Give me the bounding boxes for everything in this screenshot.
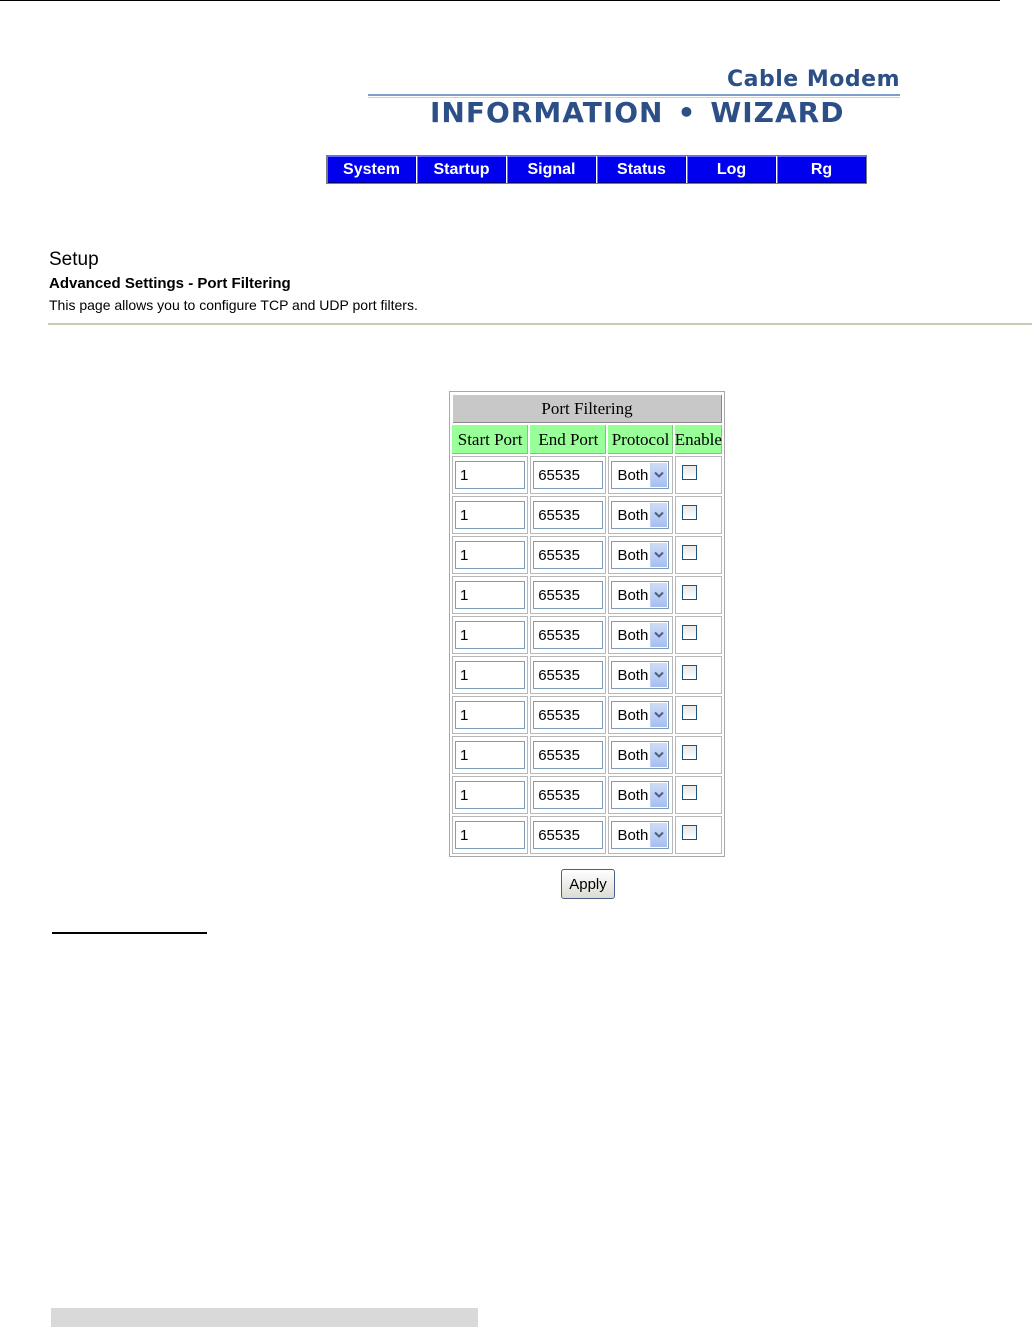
page-title: Setup bbox=[49, 249, 99, 270]
header-protocol: Protocol bbox=[608, 425, 672, 454]
protocol-value: Both bbox=[617, 706, 649, 724]
protocol-value: Both bbox=[617, 626, 649, 644]
end-port-input[interactable] bbox=[533, 741, 603, 769]
protocol-value: Both bbox=[617, 786, 649, 804]
logo-line2 bbox=[430, 96, 844, 129]
chevron-down-icon bbox=[650, 623, 667, 647]
end-port-input[interactable] bbox=[533, 701, 603, 729]
table-row bbox=[452, 696, 722, 734]
top-rule bbox=[0, 0, 1000, 1]
logo-word-wizard: WIZARD bbox=[710, 96, 845, 129]
protocol-cell bbox=[608, 696, 672, 734]
end-port-cell bbox=[530, 536, 606, 574]
start-port-input[interactable] bbox=[455, 541, 525, 569]
protocol-value: Both bbox=[617, 546, 649, 564]
start-port-input[interactable] bbox=[455, 621, 525, 649]
end-port-cell bbox=[530, 736, 606, 774]
protocol-cell bbox=[608, 656, 672, 694]
section-divider bbox=[48, 323, 1032, 325]
start-port-cell bbox=[452, 696, 528, 734]
protocol-value: Both bbox=[617, 826, 649, 844]
protocol-value: Both bbox=[617, 506, 649, 524]
enable-checkbox[interactable] bbox=[682, 625, 697, 640]
protocol-cell bbox=[608, 456, 672, 494]
table-caption: Port Filtering bbox=[452, 394, 722, 423]
protocol-value: Both bbox=[617, 586, 649, 604]
protocol-cell bbox=[608, 736, 672, 774]
protocol-select[interactable] bbox=[611, 621, 669, 649]
protocol-value: Both bbox=[617, 666, 649, 684]
logo-line1: Cable Modem bbox=[727, 67, 900, 92]
enable-checkbox[interactable] bbox=[682, 745, 697, 760]
end-port-cell bbox=[530, 776, 606, 814]
start-port-input[interactable] bbox=[455, 581, 525, 609]
enable-cell bbox=[675, 696, 722, 734]
end-port-input[interactable] bbox=[533, 541, 603, 569]
enable-checkbox[interactable] bbox=[682, 785, 697, 800]
protocol-select[interactable] bbox=[611, 781, 669, 809]
protocol-cell bbox=[608, 816, 672, 854]
protocol-cell bbox=[608, 776, 672, 814]
enable-cell bbox=[675, 656, 722, 694]
filter-rows bbox=[452, 456, 722, 854]
nav-item-signal[interactable]: Signal bbox=[507, 156, 597, 183]
chevron-down-icon bbox=[650, 703, 667, 727]
table-row bbox=[452, 736, 722, 774]
protocol-value: Both bbox=[617, 746, 649, 764]
end-port-input[interactable] bbox=[533, 821, 603, 849]
start-port-cell bbox=[452, 816, 528, 854]
start-port-cell bbox=[452, 616, 528, 654]
start-port-input[interactable] bbox=[455, 501, 525, 529]
nav-item-status[interactable]: Status bbox=[597, 156, 687, 183]
protocol-cell bbox=[608, 496, 672, 534]
end-port-cell bbox=[530, 456, 606, 494]
apply-button[interactable]: Apply bbox=[561, 869, 615, 899]
enable-cell bbox=[675, 536, 722, 574]
end-port-input[interactable] bbox=[533, 581, 603, 609]
start-port-input[interactable] bbox=[455, 741, 525, 769]
enable-checkbox[interactable] bbox=[682, 585, 697, 600]
footer-underline bbox=[52, 932, 207, 934]
chevron-down-icon bbox=[650, 783, 667, 807]
footer-gray-bar bbox=[51, 1308, 478, 1327]
protocol-select[interactable] bbox=[611, 501, 669, 529]
enable-cell bbox=[675, 736, 722, 774]
cable-modem-logo bbox=[368, 66, 902, 130]
main-nav bbox=[326, 155, 867, 184]
chevron-down-icon bbox=[650, 743, 667, 767]
end-port-cell bbox=[530, 696, 606, 734]
chevron-down-icon bbox=[650, 463, 667, 487]
protocol-select[interactable] bbox=[611, 541, 669, 569]
header-start-port: Start Port bbox=[452, 425, 528, 454]
enable-checkbox[interactable] bbox=[682, 665, 697, 680]
end-port-input[interactable] bbox=[533, 661, 603, 689]
protocol-select[interactable] bbox=[611, 741, 669, 769]
end-port-cell bbox=[530, 496, 606, 534]
logo-word-information: INFORMATION bbox=[430, 96, 664, 129]
chevron-down-icon bbox=[650, 823, 667, 847]
start-port-cell bbox=[452, 496, 528, 534]
protocol-value: Both bbox=[617, 466, 649, 484]
start-port-input[interactable] bbox=[455, 661, 525, 689]
end-port-input[interactable] bbox=[533, 461, 603, 489]
port-filtering-table bbox=[449, 391, 725, 857]
enable-checkbox[interactable] bbox=[682, 465, 697, 480]
nav-item-log[interactable]: Log bbox=[687, 156, 777, 183]
protocol-select[interactable] bbox=[611, 581, 669, 609]
enable-checkbox[interactable] bbox=[682, 505, 697, 520]
enable-cell bbox=[675, 456, 722, 494]
page-subtitle: Advanced Settings - Port Filtering bbox=[49, 275, 291, 292]
enable-cell bbox=[675, 496, 722, 534]
nav-item-startup[interactable]: Startup bbox=[417, 156, 507, 183]
protocol-cell bbox=[608, 616, 672, 654]
table-row bbox=[452, 776, 722, 814]
logo-separator: • bbox=[677, 96, 697, 129]
table-row bbox=[452, 536, 722, 574]
enable-cell bbox=[675, 616, 722, 654]
start-port-cell bbox=[452, 536, 528, 574]
table-row bbox=[452, 456, 722, 494]
start-port-input[interactable] bbox=[455, 461, 525, 489]
start-port-cell bbox=[452, 736, 528, 774]
table-row bbox=[452, 816, 722, 854]
chevron-down-icon bbox=[650, 503, 667, 527]
chevron-down-icon bbox=[650, 663, 667, 687]
start-port-input[interactable] bbox=[455, 701, 525, 729]
start-port-cell bbox=[452, 576, 528, 614]
table-row bbox=[452, 656, 722, 694]
protocol-select[interactable] bbox=[611, 821, 669, 849]
start-port-input[interactable] bbox=[455, 781, 525, 809]
enable-checkbox[interactable] bbox=[682, 825, 697, 840]
enable-cell bbox=[675, 776, 722, 814]
page-description: This page allows you to configure TCP and UDP port filters. bbox=[49, 297, 418, 313]
nav-item-system[interactable]: System bbox=[327, 156, 417, 183]
table-row bbox=[452, 576, 722, 614]
protocol-cell bbox=[608, 536, 672, 574]
end-port-input[interactable] bbox=[533, 501, 603, 529]
start-port-cell bbox=[452, 456, 528, 494]
protocol-select[interactable] bbox=[611, 461, 669, 489]
protocol-select[interactable] bbox=[611, 661, 669, 689]
header-end-port: End Port bbox=[530, 425, 606, 454]
chevron-down-icon bbox=[650, 583, 667, 607]
end-port-input[interactable] bbox=[533, 621, 603, 649]
chevron-down-icon bbox=[650, 543, 667, 567]
end-port-input[interactable] bbox=[533, 781, 603, 809]
protocol-cell bbox=[608, 576, 672, 614]
start-port-cell bbox=[452, 656, 528, 694]
end-port-cell bbox=[530, 616, 606, 654]
table-row bbox=[452, 616, 722, 654]
start-port-input[interactable] bbox=[455, 821, 525, 849]
enable-cell bbox=[675, 816, 722, 854]
protocol-select[interactable] bbox=[611, 701, 669, 729]
nav-item-rg[interactable]: Rg bbox=[777, 156, 866, 183]
end-port-cell bbox=[530, 576, 606, 614]
enable-cell bbox=[675, 576, 722, 614]
end-port-cell bbox=[530, 816, 606, 854]
start-port-cell bbox=[452, 776, 528, 814]
enable-checkbox[interactable] bbox=[682, 545, 697, 560]
enable-checkbox[interactable] bbox=[682, 705, 697, 720]
table-row bbox=[452, 496, 722, 534]
header-enable: Enable bbox=[675, 425, 722, 454]
end-port-cell bbox=[530, 656, 606, 694]
